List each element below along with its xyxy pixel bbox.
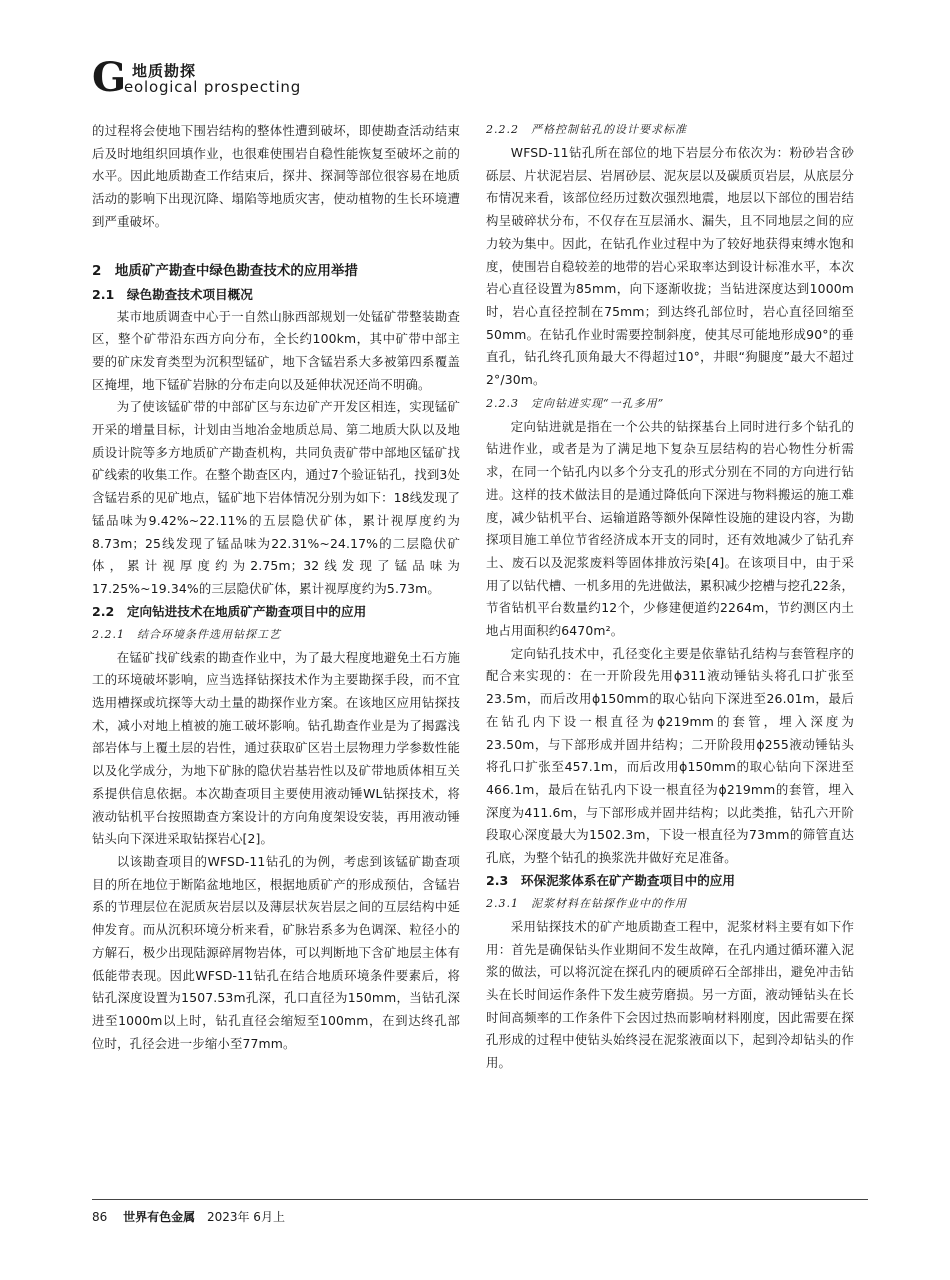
subsubsection-heading: 2.2.1 结合环境条件选用钻探工艺: [92, 627, 281, 641]
paragraph: 的过程将会使地下围岩结构的整体性遭到破坏，即使勘查活动结束后及时地组织回填作业，也很难使围岩自稳性能恢复至破坏之前的水平。因此地质勘查工作结束后，探井、探洞等部位很容易在地质活动的影响下出现沉降、塌陷等地质灾害，使动植物的生长环境遭到严重破坏。: [92, 123, 460, 229]
paragraph: 采用钻探技术的矿产地质勘查工程中，泥浆材料主要有如下作用：首先是确保钻头作业期间不发生故障，在孔内通过循环灌入泥浆的做法，可以将沉淀在探孔内的硬质碎石全部排出，避免冲击钻头在长时间运作条件下发生疲劳磨损。另一方面，液动锤钻头在长时间高频率的工作条件下会因过热而影响材料刚度，因此需要在探孔形成的过程中使钻头始终浸在泥浆液面以下，起到冷却钻头的作用。: [486, 918, 854, 1071]
left-column: [92, 120, 460, 1055]
subsection-heading: 2.1 绿色勘查技术项目概况: [92, 286, 253, 302]
paragraph: WFSD-11钻孔所在部位的地下岩层分布依次为：粉砂岩含砂砾层、片状泥岩层、岩屑砂层、泥灰层以及碳质页岩层，从底层分布情况来看，该部位经历过数次强烈地震，地层以下部位的围岩结构呈破碎状分布，不仅存在互层涌水、漏失，且不同地层之间的应力较为集中。因此，在钻孔作业过程中为了较好地获得束缚水饱和度，使围岩自稳较差的地带的岩心采取率达到设计标准水平，本次岩心直径设置为85mm，向下逐渐收拢；当钻进深度达到1000m时，岩心直径控制在75mm；到达终孔部位时，岩心直径回缩至50mm。在钻孔作业时需要控制斜度，使其尽可能地形成90°的垂直孔，钻孔终孔顶角最大不得超过10°，井眼“狗腿度”最大不超过2°/30m。: [486, 145, 854, 388]
subsection-heading: 2.2 定向钻进技术在地质矿产勘查项目中的应用: [92, 603, 367, 619]
right-column: [486, 120, 854, 1075]
paragraph: 某市地质调查中心于一自然山脉西部规划一处锰矿带整装勘查区，整个矿带沿东西方向分布，全长约100km，其中矿带中部主要的矿床发育类型为沉积型锰矿，地下含锰岩系大多被第四系覆盖区掩埋，地下锰矿岩脉的分布走向以及延伸状况还尚不明确。: [92, 308, 460, 392]
subsubsection-heading: 2.2.2 严格控制钻孔的设计要求标准: [486, 123, 687, 136]
page-footer: [92, 1208, 285, 1225]
paragraph: 为了使该锰矿带的中部矿区与东边矿产开发区相连，实现锰矿开采的增量目标，计划由当地冶金地质总局、第二地质大队以及地质设计院等多方地质矿产勘查机构，共同负责矿带中部地区锰矿找矿线索的收集工作。在整个勘查区内，通过7个验证钻孔，找到3处含锰岩系的见矿地点，锰矿地下岩体情况分别为如下：18线发现了锰品味为9.42%~22.11%的五层隐伏矿体，累计视厚度约为8.73m；25线发现了锰品味为22.31%~24.17%的二层隐伏矿体，累计视厚度约为2.75m；32线发现了锰品味为17.25%~19.34%的三层隐伏矿体，累计视厚度约为5.73m。: [92, 399, 460, 596]
paragraph: 定向钻进就是指在一个公共的钻探基台上同时进行多个钻孔的钻进作业，或者是为了满足地下复杂互层结构的岩心物性分析需求，在同一个钻孔内以多个分支孔的形式分别在不同的方向进行钻进。这样的技术做法目的是通过降低向下深进与物料搬运的施工难度，减少钻机平台、运输道路等额外保障性设施的建设内容，为勘探项目施工单位节省经济成本开支的同时，还有效地减少了钻孔弃土、废石以及泥浆废料等固体排放污染[4]。在该项目中，由于采用了以钻代槽、一机多用的先进做法，累积减少挖槽与挖孔22条，节省钻机平台数量约12个，少修建便道约2264m，节约测区内土地占用面积约6470m²。: [486, 418, 854, 639]
issue-date: 2023年 6月上: [206, 1210, 285, 1224]
journal-name: 世界有色金属: [123, 1210, 196, 1224]
page-number: 86: [92, 1210, 108, 1224]
subsubsection-heading: 2.2.3 定向钻进实现“一孔多用”: [486, 396, 665, 410]
footer-rule: [92, 1199, 868, 1200]
paragraph: 在锰矿找矿线索的勘查作业中，为了最大程度地避免土石方施工的环境破坏影响，应当选择钻探技术作为主要勘探手段，而不宜选用槽探或坑探等大动土量的勘探作业方案。在该地区应用钻探技术，减小对地上植被的施工破坏影响。钻孔勘查作业是为了揭露浅部岩体与上覆土层的岩性，通过获取矿区岩土层物理力学参数性能以及化学成分，为地下矿脉的隐伏岩基岩性以及矿带地质体相互关系提供信息依据。本次勘查项目主要使用液动锤WL钻探技术，将液动钻机平台按照勘查方案设计的方向角度架设安装，再用液动锤钻头向下深进采取钻探岩心[2]。: [92, 649, 460, 847]
subsubsection-heading: 2.3.1 泥浆材料在钻探作业中的作用: [486, 896, 687, 910]
section-heading: 2 地质矿产勘查中绿色勘查技术的应用举措: [92, 262, 358, 279]
journal-logo: [92, 54, 312, 101]
logo-letter: G: [92, 54, 127, 101]
section-title-en: eological prospecting: [124, 78, 302, 96]
paragraph: 以该勘查项目的WFSD-11钻孔的为例，考虑到该锰矿勘查项目的所在地位于断陷盆地地区，根据地质矿产的形成预估，含锰岩系的节理层位在泥质灰岩层以及薄层状灰岩层之间的互层结构中延伸发育。而从沉积环境分析来看，矿脉岩系多为色调深、粒径小的方解石，极少出现陆源碎屑物岩体，可以判断地下含矿地层主体有低能带表现。因此WFSD-11钻孔在结合地质环境条件要素后，将钻孔深度设置为1507.53m孔深，孔口直径为150mm，当钻孔深进至1000m以上时，钻孔直径会缩短至100mm，在到达终孔部位时，孔径会进一步缩小至77mm。: [92, 853, 460, 1051]
paragraph: 定向钻孔技术中，孔径变化主要是依靠钻孔结构与套管程序的配合来实现的：在一开阶段先用ϕ311液动锤钻头将孔口扩张至23.5m，而后改用ϕ150mm的取心钻向下深进至26.01m，最后在钻孔内下设一根直径为ϕ219mm的套管，埋入深度为23.50m，与下部形成并固井结构；二开阶段用ϕ255液动锤钻头将孔口扩张至457.1m，而后改用ϕ150mm的取心钻向下深进至466.1m，最后在钻孔内下设一根直径为ϕ219mm的套管，埋入深度为411.6m，与下部形成并固井结构；以此类推，钻孔六开阶段取心深度最大为1502.3m，下设一根直径为73mm的筛管直达孔底，为整个钻孔的换浆洗井做好充足准备。: [486, 645, 854, 866]
subsection-heading: 2.3 环保泥浆体系在矿产勘查项目中的应用: [486, 872, 735, 888]
section-title-cn: 地质勘探: [132, 62, 197, 80]
